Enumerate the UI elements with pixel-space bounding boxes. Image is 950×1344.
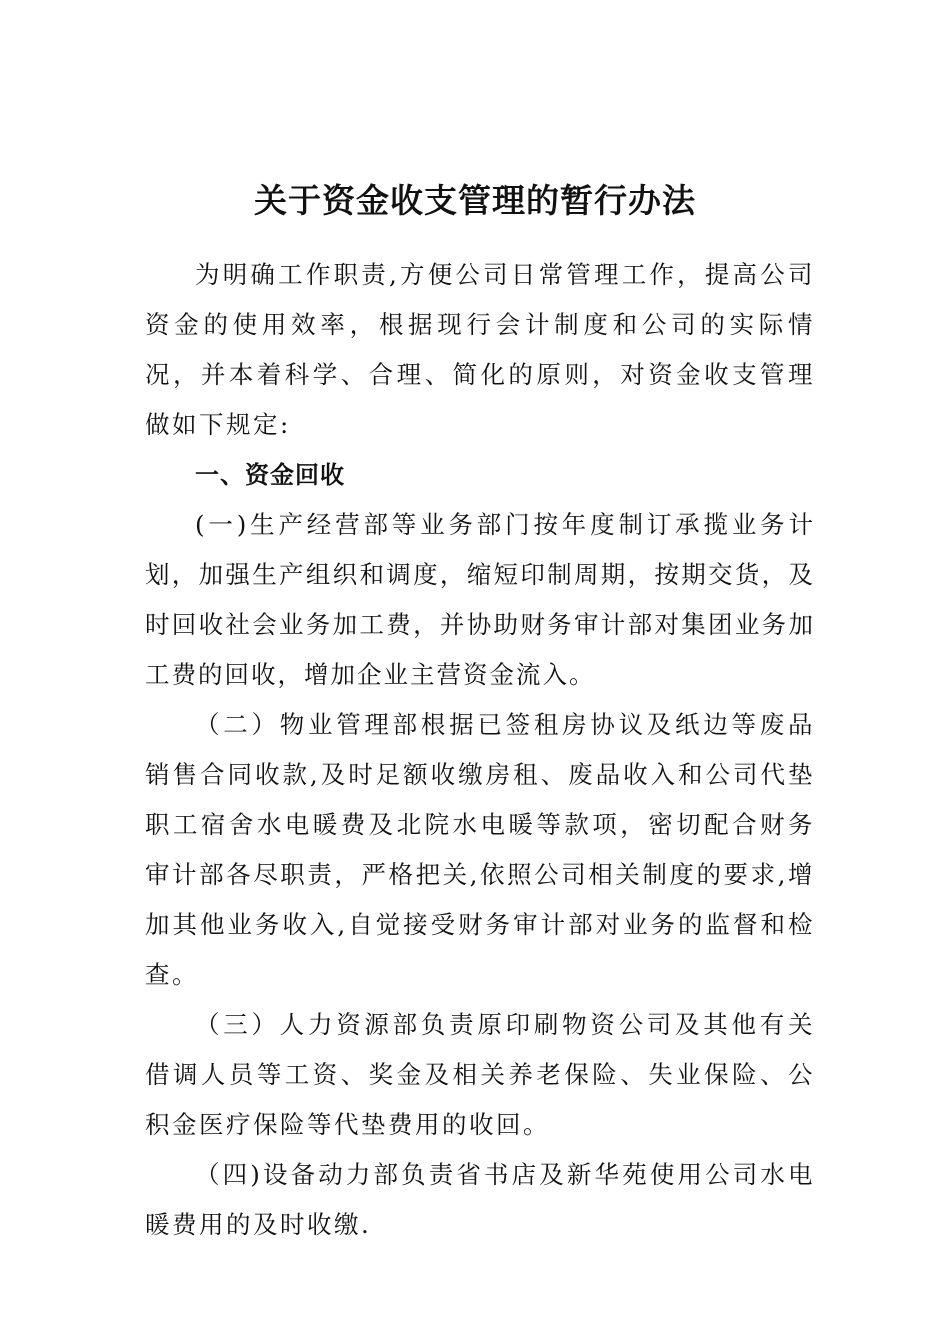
clause-1: (一)生产经营部等业务部门按年度制订承揽业务计划，加强生产组织和调度，缩短印制周期，按期交货，及时回收社会业务加工费，并协助财务审计部对集团业务加工费的回收，增加企业主营资金流入。 (145, 510, 815, 689)
intro-paragraph: 为明确工作职责,方便公司日常管理工作，提高公司资金的使用效率，根据现行会计制度和公司的实际情况，并本着科学、合理、简化的原则，对资金收支管理做如下规定: (145, 260, 815, 439)
document-title: 关于资金收支管理的暂行办法 (254, 181, 696, 220)
clause-4: （四)设备动力部负责省书店及新华苑使用公司水电暖费用的及时收缴. (145, 1160, 815, 1239)
clause-2: （二）物业管理部根据已签租房协议及纸边等废品销售合同收款,及时足额收缴房租、废品收入和公司代垫职工宿舍水电暖费及北院水电暖等款项，密切配合财务审计部各尽职责，严格把关,依照公司相关制度的要求,增加其他业务收入,自觉接受财务审计部对业务的监督和检查。 (145, 710, 815, 989)
section-heading-fund-recovery: 一、资金回收 (195, 461, 345, 489)
document-body (145, 250, 815, 1250)
clause-3: （三）人力资源部负责原印刷物资公司及其他有关借调人员等工资、奖金及相关养老保险、失业保险、公积金医疗保险等代垫费用的收回。 (145, 1010, 815, 1139)
